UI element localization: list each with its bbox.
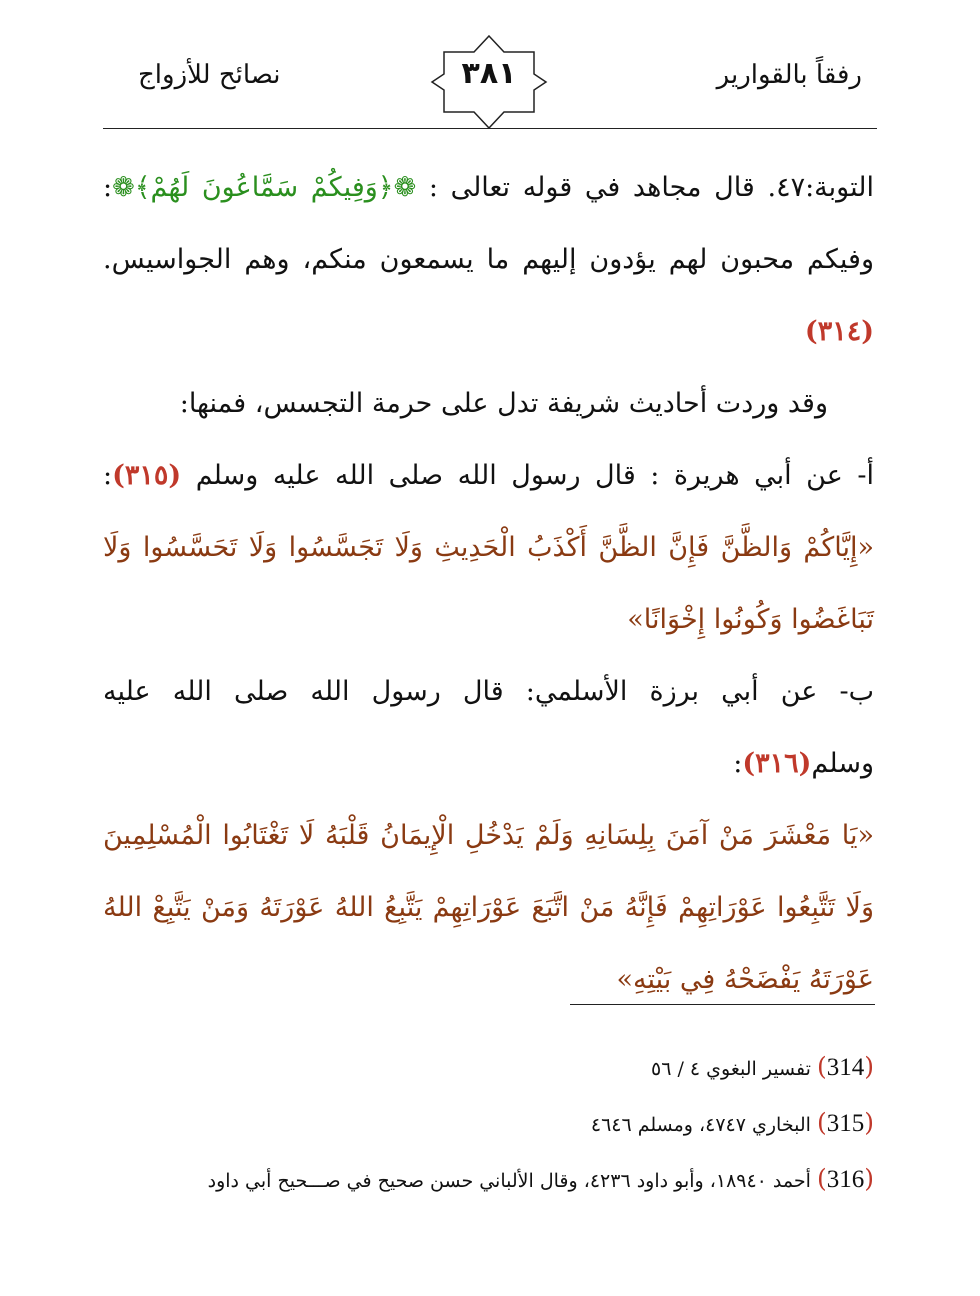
text-segment: التوبة:٤٧. قال مجاهد في قوله تعالى : (416, 172, 874, 203)
text-segment: : وفيكم محبون لهم يؤدون إليهم ما يسمعون منكم، وهم الجواسيس. (103, 172, 874, 275)
paragraph-tafsir (103, 152, 874, 368)
footnote-text: أحمد ١٨٩٤٠، وأبو داود ٤٢٣٦، وقال الألباني حسن صحيح في صـــحيح أبي داود (207, 1170, 811, 1192)
header-chapter-title: نصائح للأزواج (138, 60, 281, 90)
footnote-text: تفسير البغوي ٤ / ٥٦ (650, 1058, 811, 1080)
footnote-number: 314 (826, 1054, 865, 1081)
quran-verse: ﴿وَفِيكُمْ سَمَّاعُونَ لَهُمْ﴾ (134, 172, 394, 203)
footnote-ref-316[interactable]: (٣١٦) (742, 748, 812, 779)
text-segment: : (733, 748, 743, 779)
hadith-text: «إِيَّاكُمْ وَالظَّنَّ فَإِنَّ الظَّنَّ أَكْذَبُ الْحَدِيثِ وَلَا تَجَسَّسُوا وَلَا تَحَسَّسُوا وَلَا تَبَاغَضُوا وَكُونُوا إِخْوَانًا» (103, 532, 874, 635)
footnote-ref-315[interactable]: (٣١٥) (112, 460, 182, 491)
main-text (103, 152, 874, 1016)
page-number-badge (430, 34, 548, 130)
text-segment: ب- عن أبي برزة الأسلمي: قال رسول الله صلى الله عليه وسلم (103, 676, 874, 779)
footnote-item: (314) تفسير البغوي ٤ / ٥٦ (650, 1052, 874, 1081)
header-book-title: رفقاً بالقوارير (716, 60, 862, 90)
paragraph-hadith-b (103, 656, 874, 1016)
footnotes (103, 1040, 874, 1208)
ornament-icon: ❁ (112, 172, 135, 203)
footnote-number: 315 (826, 1110, 865, 1137)
footnote-divider (570, 1004, 875, 1005)
ornament-icon: ❁ (393, 172, 417, 203)
footnote-text: البخاري ٤٧٤٧، ومسلم ٤٦٤٦ (590, 1114, 811, 1136)
header-divider (103, 128, 877, 129)
paragraph-intro: وقد وردت أحاديث شريفة تدل على حرمة التجسس، فمنها: (179, 388, 828, 419)
paragraph-hadith-a (103, 440, 874, 656)
footnote-item: (315) البخاري ٤٧٤٧، ومسلم ٤٦٤٦ (590, 1108, 874, 1137)
text-segment: أ- عن أبي هريرة : قال رسول الله صلى الله عليه وسلم (181, 460, 874, 491)
footnote-ref-314[interactable]: (٣١٤) (804, 316, 874, 347)
footnote-number: 316 (826, 1166, 865, 1193)
hadith-text: «يَا مَعْشَرَ مَنْ آمَنَ بِلِسَانِهِ وَلَمْ يَدْخُلِ الْإِيمَانُ قَلْبَهُ لَا تَغْتَابُوا الْمُسْلِمِينَ وَلَا تَتَّبِعُوا عَوْرَاتِهِمْ فَإِنَّهُ مَنْ اتَّبَعَ عَوْرَاتِهِمْ يَتَّبِعُ اللهُ عَوْرَتَهُ وَمَنْ يَتَّبِعْ اللهُ عَوْرَتَهُ يَفْضَحْهُ فِي بَيْتِهِ» (103, 820, 874, 995)
footnote-item: (316) أحمد ١٨٩٤٠، وأبو داود ٤٢٣٦، وقال الألباني حسن صحيح في صـــحيح أبي داود (207, 1164, 874, 1193)
page-number: ٣٨١ (461, 56, 517, 91)
text-segment: : (103, 460, 113, 491)
